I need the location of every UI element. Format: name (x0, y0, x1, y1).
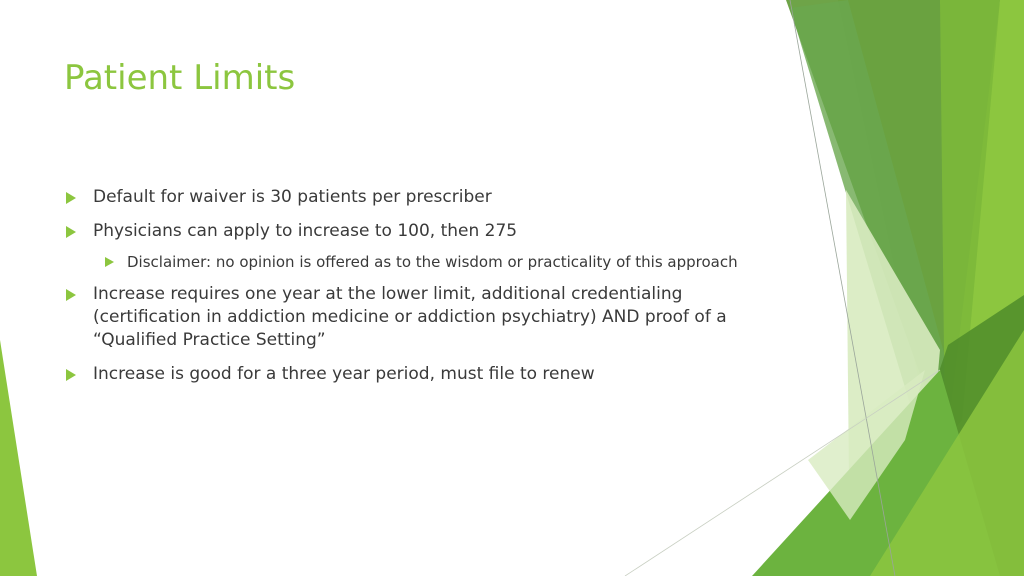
triangle-right-icon (66, 192, 76, 204)
bullet-item (64, 186, 764, 209)
sub-bullet-item (104, 252, 764, 272)
triangle-right-icon (66, 226, 76, 238)
bullet-list (64, 186, 764, 397)
bullet-text: Physicians can apply to increase to 100, then 275 (93, 221, 518, 241)
bullet-item (64, 363, 764, 386)
bullet-item (64, 220, 764, 243)
triangle-right-icon (105, 257, 114, 267)
triangle-right-icon (66, 369, 76, 381)
bullet-text: Increase is good for a three year period, must file to renew (93, 364, 595, 384)
sub-bullet-text: Disclaimer: no opinion is offered as to the wisdom or practicality of this approach (127, 253, 738, 271)
bullet-text: Default for waiver is 30 patients per prescriber (93, 187, 492, 207)
slide-title: Patient Limits (64, 58, 296, 98)
bullet-text: Increase requires one year at the lower limit, additional credentialing (certification in addiction medicine or addiction psychiatry) AND proof of a “Qualified Practice Setting” (93, 284, 727, 350)
left-edge-facet (0, 340, 37, 576)
triangle-right-icon (66, 289, 76, 301)
bullet-item (64, 283, 764, 352)
